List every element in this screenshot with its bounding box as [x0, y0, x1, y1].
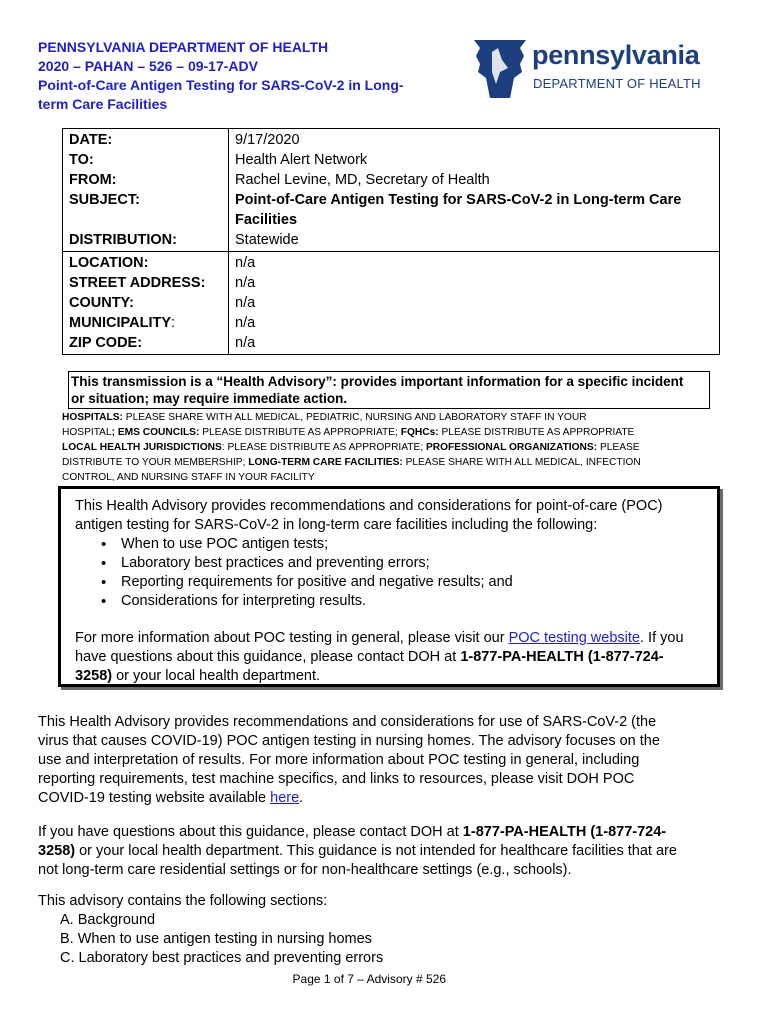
fqhc-label: FQHCs:: [400, 427, 439, 438]
summary-box: [58, 486, 720, 687]
county-label: COUNTY:: [69, 295, 134, 311]
from-value: Rachel Levine, MD, Secretary of Health: [235, 172, 490, 188]
questions-text: or your local health department.: [112, 668, 321, 684]
summary-more-info: [75, 629, 705, 648]
header-line: PENNSYLVANIA DEPARTMENT OF HEALTH: [38, 39, 329, 55]
distribution-label: DISTRIBUTION:: [69, 232, 177, 248]
dist-line: [62, 425, 722, 440]
ems-label: ; EMS COUNCILS:: [111, 427, 200, 438]
notice-line: This transmission is a “Health Advisory”: provides important information for a specific incident: [71, 374, 684, 389]
prof-text: PLEASE: [597, 442, 640, 453]
ems-text: PLEASE DISTRIBUTE AS APPROPRIATE;: [199, 427, 401, 438]
zip-value: n/a: [235, 335, 256, 351]
more-info-text: . If you: [639, 630, 684, 646]
municipality-label: [69, 313, 222, 333]
paragraph-line: reporting requirements, test machine specifics, and links to resources, please visit DOH POC: [38, 771, 635, 787]
list-item: • Reporting requirements for positive and negative results; and: [121, 573, 705, 592]
summary-questions: [75, 648, 705, 667]
hospitals-text: PLEASE SHARE WITH ALL MEDICAL, PEDIATRIC, NURSING AND LABORATORY STAFF IN YOUR: [122, 412, 587, 423]
zip-label: ZIP CODE:: [69, 335, 143, 351]
lhj-label: LOCAL HEALTH JURISDICTIONS: [62, 442, 222, 453]
street-label: STREET ADDRESS:: [69, 275, 206, 291]
meta-values: [229, 252, 720, 355]
document-header: [38, 38, 448, 114]
dist-line: [62, 410, 722, 425]
hospitals-label: HOSPITALS:: [62, 412, 123, 423]
distribution-instructions: [62, 410, 722, 485]
paragraph-line: [38, 842, 728, 861]
location-value: n/a: [235, 255, 256, 271]
date-value: 9/17/2020: [235, 132, 300, 148]
to-label: TO:: [69, 152, 94, 168]
summary-bullet-list: [75, 535, 705, 611]
poc-testing-website-link[interactable]: POC testing website: [508, 630, 640, 646]
sections-overview: [38, 892, 728, 968]
dist-line: [62, 455, 722, 470]
phone-number-cont: 3258): [75, 668, 113, 684]
municipality-colon: :: [171, 315, 176, 331]
paragraph-line: not long-term care residential settings or for non-healthcare settings (e.g., schools).: [38, 862, 572, 878]
municipality-value: n/a: [235, 315, 256, 331]
list-item: • When to use POC antigen tests;: [121, 535, 705, 554]
keystone-icon: [470, 38, 530, 100]
contact-paragraph: [38, 823, 728, 880]
meta-row-group-2: [63, 252, 720, 355]
lhj-text: : PLEASE DISTRIBUTE AS APPROPRIATE;: [221, 442, 426, 453]
health-advisory-notice: [68, 371, 710, 409]
paragraph-line: [38, 823, 728, 842]
list-item: A. Background: [60, 912, 156, 928]
paragraph-line: use and interpretation of results. For more information about POC testing in general, including: [38, 752, 640, 768]
hospital-cont: HOSPITAL: [62, 427, 112, 438]
paragraph-text: or your local health department. This guidance is not intended for healthcare facilities that are: [75, 843, 677, 859]
summary-intro: antigen testing for SARS-CoV-2 in long-term care facilities including the following:: [75, 517, 598, 533]
prof-cont: DISTRIBUTE TO YOUR MEMBERSHIP;: [62, 457, 249, 468]
summary-questions-cont: [75, 667, 705, 686]
distribution-value: Statewide: [235, 232, 299, 248]
page-footer: Page 1 of 7 – Advisory # 526: [292, 972, 446, 986]
summary-intro: This Health Advisory provides recommendations and considerations for point-of-care (POC): [75, 498, 663, 514]
advisory-meta-table: [62, 128, 720, 355]
to-value: Health Alert Network: [235, 152, 368, 168]
meta-row-group-1: [63, 129, 720, 252]
header-line: term Care Facilities: [38, 96, 168, 112]
dist-line: [62, 440, 722, 455]
subject-value-cont: Facilities: [235, 212, 298, 228]
phone-number-cont: 3258): [38, 843, 76, 859]
list-item: • Laboratory best practices and preventing errors;: [121, 554, 705, 573]
meta-values: [229, 129, 720, 252]
sections-intro: This advisory contains the following sections:: [38, 893, 328, 909]
subject-value: Point-of-Care Antigen Testing for SARS-CoV-2 in Long-term Care: [235, 192, 682, 208]
list-item: B. When to use antigen testing in nursing homes: [60, 931, 372, 947]
list-item: • Considerations for interpreting results.: [121, 592, 705, 611]
fqhc-text: PLEASE DISTRIBUTE AS APPROPRIATE: [438, 427, 635, 438]
paragraph-line: virus that causes COVID-19) POC antigen testing in nursing homes. The advisory focuses on the: [38, 733, 660, 749]
phone-number: 1-877-PA-HEALTH (1-877-724-: [462, 824, 667, 840]
ltc-text: PLEASE SHARE WITH ALL MEDICAL, INFECTION: [402, 457, 641, 468]
ltc-label: LONG-TERM CARE FACILITIES:: [248, 457, 403, 468]
date-label: DATE:: [69, 132, 113, 148]
paragraph-line: [38, 789, 728, 808]
list-item: C. Laboratory best practices and preventing errors: [60, 950, 384, 966]
header-line: Point-of-Care Antigen Testing for SARS-CoV-2 in Long-: [38, 77, 404, 93]
county-value: n/a: [235, 295, 256, 311]
logo-subtitle: DEPARTMENT OF HEALTH: [533, 76, 701, 91]
paragraph-line: This Health Advisory provides recommendations and considerations for use of SARS-CoV-2 (the: [38, 714, 657, 730]
paragraph-text: .: [299, 790, 304, 806]
here-link[interactable]: here: [270, 790, 300, 806]
questions-text: have questions about this guidance, please contact DOH at: [75, 649, 461, 665]
paragraph-text: If you have questions about this guidance, please contact DOH at: [38, 824, 463, 840]
municipality-label-text: MUNICIPALITY: [69, 315, 172, 331]
prof-label: PROFESSIONAL ORGANIZATIONS:: [425, 442, 598, 453]
intro-paragraph: [38, 713, 728, 808]
more-info-text: For more information about POC testing in general, please visit our: [75, 630, 509, 646]
meta-labels: [63, 252, 229, 355]
from-label: FROM:: [69, 172, 117, 188]
meta-labels: [63, 129, 229, 252]
notice-line: or situation; may require immediate action.: [71, 391, 348, 406]
street-value: n/a: [235, 275, 256, 291]
logo-wordmark: pennsylvania: [532, 40, 700, 70]
sections-list: [38, 911, 728, 968]
phone-number: 1-877-PA-HEALTH (1-877-724-: [460, 649, 664, 665]
dist-line: CONTROL, AND NURSING STAFF IN YOUR FACILITY: [62, 472, 315, 483]
header-line: 2020 – PAHAN – 526 – 09-17-ADV: [38, 58, 258, 74]
pa-health-logo: [470, 38, 710, 100]
subject-label: SUBJECT:: [69, 192, 140, 208]
location-label: LOCATION:: [69, 255, 149, 271]
paragraph-text: COVID-19 testing website available: [38, 790, 271, 806]
